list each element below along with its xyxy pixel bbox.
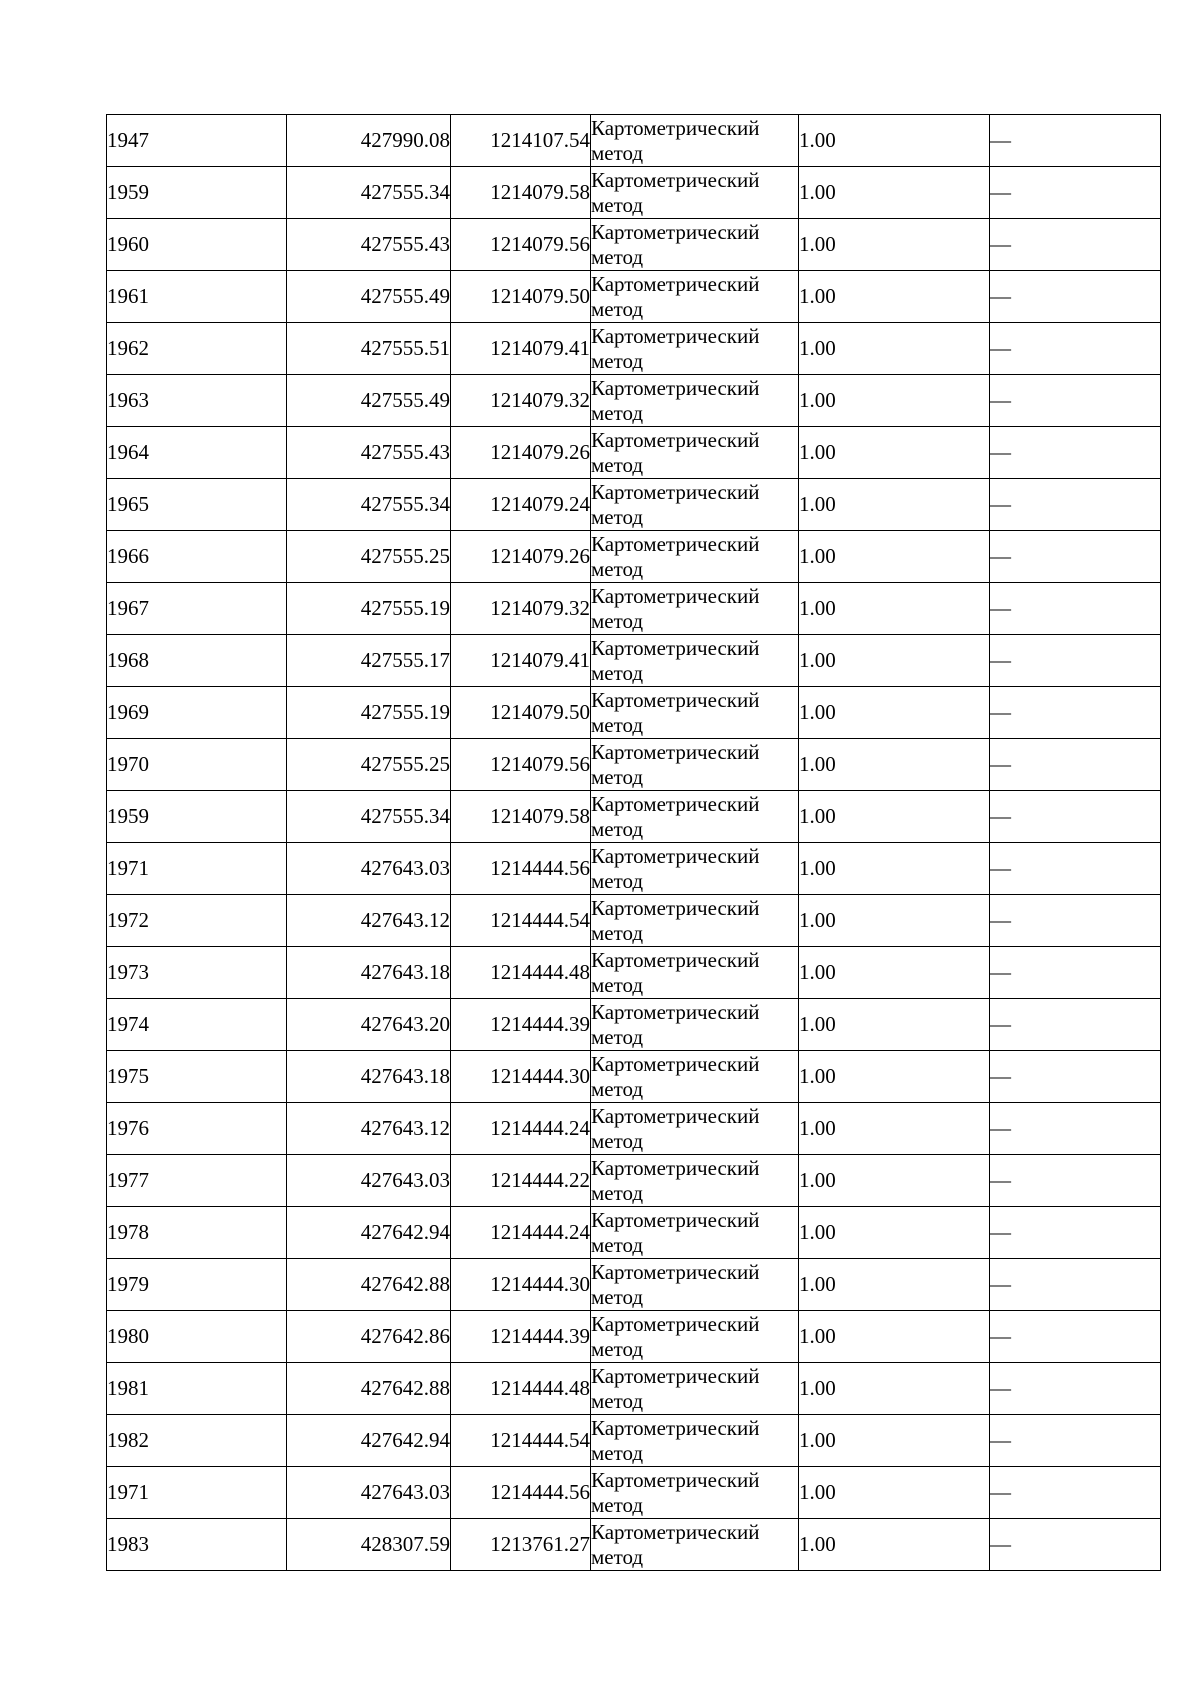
- method-line-1: Картометрический: [591, 1103, 760, 1128]
- table-row: [107, 1259, 1161, 1311]
- method-line-1: Картометрический: [591, 479, 760, 504]
- point-number-cell: 1977: [107, 1155, 287, 1207]
- coordinate-x-cell: 427643.12: [287, 1103, 451, 1155]
- method-line-2: метод: [591, 348, 644, 373]
- accuracy-cell: 1.00: [799, 791, 990, 843]
- accuracy-cell: 1.00: [799, 323, 990, 375]
- description-cell: —: [990, 583, 1161, 635]
- point-number-cell: 1972: [107, 895, 287, 947]
- accuracy-cell: 1.00: [799, 1207, 990, 1259]
- method-line-2: метод: [591, 1388, 644, 1413]
- method-cell: [591, 531, 799, 583]
- point-number-cell: 1974: [107, 999, 287, 1051]
- coordinate-y-cell: 1214444.22: [451, 1155, 591, 1207]
- table-row: [107, 635, 1161, 687]
- coordinate-x-cell: 427555.51: [287, 323, 451, 375]
- point-number-cell: 1966: [107, 531, 287, 583]
- description-cell: —: [990, 1311, 1161, 1363]
- method-cell: [591, 375, 799, 427]
- coordinate-x-cell: 427643.03: [287, 1467, 451, 1519]
- method-cell: [591, 1311, 799, 1363]
- method-line-1: Картометрический: [591, 1415, 760, 1440]
- method-line-2: метод: [591, 452, 644, 477]
- accuracy-cell: 1.00: [799, 1467, 990, 1519]
- method-cell: [591, 323, 799, 375]
- method-cell: [591, 1519, 799, 1571]
- point-number-cell: 1963: [107, 375, 287, 427]
- point-number-cell: 1975: [107, 1051, 287, 1103]
- point-number-cell: 1959: [107, 167, 287, 219]
- point-number-cell: 1971: [107, 843, 287, 895]
- coordinate-y-cell: 1214079.26: [451, 427, 591, 479]
- method-line-1: Картометрический: [591, 635, 760, 660]
- coordinate-y-cell: 1214444.48: [451, 947, 591, 999]
- method-line-2: метод: [591, 1180, 644, 1205]
- accuracy-cell: 1.00: [799, 1103, 990, 1155]
- coordinate-y-cell: 1214079.58: [451, 167, 591, 219]
- description-cell: —: [990, 895, 1161, 947]
- method-line-1: Картометрический: [591, 271, 760, 296]
- accuracy-cell: 1.00: [799, 947, 990, 999]
- method-line-2: метод: [591, 1024, 644, 1049]
- point-number-cell: 1976: [107, 1103, 287, 1155]
- method-cell: [591, 947, 799, 999]
- table-row: [107, 1155, 1161, 1207]
- method-line-2: метод: [591, 972, 644, 997]
- table-row: [107, 739, 1161, 791]
- method-line-2: метод: [591, 712, 644, 737]
- method-line-2: метод: [591, 1336, 644, 1361]
- coordinate-x-cell: 427555.43: [287, 427, 451, 479]
- coordinate-y-cell: 1214079.50: [451, 687, 591, 739]
- accuracy-cell: 1.00: [799, 167, 990, 219]
- method-cell: [591, 1155, 799, 1207]
- coordinates-table-body: [107, 115, 1161, 1571]
- accuracy-cell: 1.00: [799, 583, 990, 635]
- method-line-1: Картометрический: [591, 1363, 760, 1388]
- coordinate-y-cell: 1214079.26: [451, 531, 591, 583]
- coordinate-x-cell: 427990.08: [287, 115, 451, 167]
- point-number-cell: 1983: [107, 1519, 287, 1571]
- coordinate-y-cell: 1214444.54: [451, 1415, 591, 1467]
- coordinate-y-cell: 1214444.24: [451, 1103, 591, 1155]
- method-line-2: метод: [591, 140, 644, 165]
- table-row: [107, 895, 1161, 947]
- coordinate-x-cell: 427555.19: [287, 687, 451, 739]
- description-cell: —: [990, 531, 1161, 583]
- point-number-cell: 1981: [107, 1363, 287, 1415]
- method-line-2: метод: [591, 764, 644, 789]
- description-cell: —: [990, 999, 1161, 1051]
- method-line-1: Картометрический: [591, 1467, 760, 1492]
- accuracy-cell: 1.00: [799, 375, 990, 427]
- accuracy-cell: 1.00: [799, 1051, 990, 1103]
- accuracy-cell: 1.00: [799, 687, 990, 739]
- coordinate-y-cell: 1214444.56: [451, 843, 591, 895]
- point-number-cell: 1980: [107, 1311, 287, 1363]
- method-cell: [591, 1363, 799, 1415]
- method-line-1: Картометрический: [591, 1259, 760, 1284]
- method-cell: [591, 843, 799, 895]
- method-line-2: метод: [591, 1232, 644, 1257]
- method-cell: [591, 635, 799, 687]
- coordinate-x-cell: 427555.34: [287, 167, 451, 219]
- point-number-cell: 1973: [107, 947, 287, 999]
- accuracy-cell: 1.00: [799, 999, 990, 1051]
- coordinate-y-cell: 1214079.32: [451, 583, 591, 635]
- coordinate-x-cell: 427555.43: [287, 219, 451, 271]
- coordinate-x-cell: 427555.17: [287, 635, 451, 687]
- method-line-1: Картометрический: [591, 1519, 760, 1544]
- method-line-1: Картометрический: [591, 583, 760, 608]
- method-line-1: Картометрический: [591, 427, 760, 452]
- method-line-1: Картометрический: [591, 739, 760, 764]
- coordinate-x-cell: 427555.19: [287, 583, 451, 635]
- method-line-2: метод: [591, 1440, 644, 1465]
- method-cell: [591, 479, 799, 531]
- method-line-2: метод: [591, 400, 644, 425]
- table-row: [107, 479, 1161, 531]
- coordinate-y-cell: 1214079.41: [451, 635, 591, 687]
- description-cell: —: [990, 479, 1161, 531]
- description-cell: —: [990, 687, 1161, 739]
- table-row: [107, 999, 1161, 1051]
- description-cell: —: [990, 115, 1161, 167]
- point-number-cell: 1962: [107, 323, 287, 375]
- description-cell: —: [990, 167, 1161, 219]
- method-cell: [591, 219, 799, 271]
- accuracy-cell: 1.00: [799, 635, 990, 687]
- accuracy-cell: 1.00: [799, 115, 990, 167]
- description-cell: —: [990, 375, 1161, 427]
- coordinate-x-cell: 427555.49: [287, 271, 451, 323]
- method-line-1: Картометрический: [591, 947, 760, 972]
- coordinate-y-cell: 1214444.48: [451, 1363, 591, 1415]
- method-line-1: Картометрический: [591, 375, 760, 400]
- coordinate-y-cell: 1214444.56: [451, 1467, 591, 1519]
- table-row: [107, 1051, 1161, 1103]
- description-cell: —: [990, 1467, 1161, 1519]
- coordinate-y-cell: 1214444.30: [451, 1259, 591, 1311]
- accuracy-cell: 1.00: [799, 427, 990, 479]
- accuracy-cell: 1.00: [799, 1311, 990, 1363]
- method-line-2: метод: [591, 1284, 644, 1309]
- method-line-2: метод: [591, 608, 644, 633]
- coordinate-x-cell: 427643.18: [287, 1051, 451, 1103]
- description-cell: —: [990, 947, 1161, 999]
- table-row: [107, 1519, 1161, 1571]
- table-row: [107, 323, 1161, 375]
- method-line-2: метод: [591, 1128, 644, 1153]
- method-line-1: Картометрический: [591, 115, 760, 140]
- point-number-cell: 1979: [107, 1259, 287, 1311]
- point-number-cell: 1967: [107, 583, 287, 635]
- coordinate-y-cell: 1214079.56: [451, 739, 591, 791]
- method-line-2: метод: [591, 556, 644, 581]
- description-cell: —: [990, 1259, 1161, 1311]
- method-line-2: метод: [591, 296, 644, 321]
- method-cell: [591, 1415, 799, 1467]
- coordinate-x-cell: 427555.49: [287, 375, 451, 427]
- description-cell: —: [990, 1207, 1161, 1259]
- coordinate-x-cell: 427642.88: [287, 1363, 451, 1415]
- description-cell: —: [990, 323, 1161, 375]
- table-row: [107, 375, 1161, 427]
- table-row: [107, 167, 1161, 219]
- point-number-cell: 1971: [107, 1467, 287, 1519]
- method-cell: [591, 999, 799, 1051]
- coordinate-x-cell: 427555.34: [287, 791, 451, 843]
- table-row: [107, 1363, 1161, 1415]
- method-cell: [591, 1051, 799, 1103]
- method-cell: [591, 895, 799, 947]
- coordinate-x-cell: 427643.03: [287, 1155, 451, 1207]
- coordinate-y-cell: 1214444.54: [451, 895, 591, 947]
- description-cell: —: [990, 791, 1161, 843]
- table-row: [107, 1415, 1161, 1467]
- description-cell: —: [990, 219, 1161, 271]
- method-line-2: метод: [591, 868, 644, 893]
- coordinate-x-cell: 427642.86: [287, 1311, 451, 1363]
- point-number-cell: 1965: [107, 479, 287, 531]
- method-line-1: Картометрический: [591, 843, 760, 868]
- coordinate-y-cell: 1214079.56: [451, 219, 591, 271]
- description-cell: —: [990, 1519, 1161, 1571]
- description-cell: —: [990, 635, 1161, 687]
- accuracy-cell: 1.00: [799, 479, 990, 531]
- method-cell: [591, 687, 799, 739]
- coordinate-y-cell: 1214444.24: [451, 1207, 591, 1259]
- method-cell: [591, 115, 799, 167]
- coordinate-y-cell: 1214107.54: [451, 115, 591, 167]
- accuracy-cell: 1.00: [799, 739, 990, 791]
- accuracy-cell: 1.00: [799, 219, 990, 271]
- coordinates-table: [106, 114, 1161, 1571]
- method-cell: [591, 739, 799, 791]
- coordinate-y-cell: 1214444.39: [451, 999, 591, 1051]
- coordinate-x-cell: 428307.59: [287, 1519, 451, 1571]
- accuracy-cell: 1.00: [799, 1259, 990, 1311]
- method-line-2: метод: [591, 244, 644, 269]
- accuracy-cell: 1.00: [799, 531, 990, 583]
- point-number-cell: 1947: [107, 115, 287, 167]
- point-number-cell: 1959: [107, 791, 287, 843]
- point-number-cell: 1968: [107, 635, 287, 687]
- description-cell: —: [990, 1363, 1161, 1415]
- accuracy-cell: 1.00: [799, 1155, 990, 1207]
- table-row: [107, 1311, 1161, 1363]
- table-row: [107, 947, 1161, 999]
- method-cell: [591, 1467, 799, 1519]
- accuracy-cell: 1.00: [799, 1363, 990, 1415]
- point-number-cell: 1970: [107, 739, 287, 791]
- coordinate-x-cell: 427555.25: [287, 739, 451, 791]
- point-number-cell: 1969: [107, 687, 287, 739]
- table-row: [107, 843, 1161, 895]
- accuracy-cell: 1.00: [799, 1519, 990, 1571]
- coordinate-x-cell: 427643.12: [287, 895, 451, 947]
- coordinate-y-cell: 1214444.30: [451, 1051, 591, 1103]
- accuracy-cell: 1.00: [799, 1415, 990, 1467]
- point-number-cell: 1960: [107, 219, 287, 271]
- method-cell: [591, 427, 799, 479]
- coordinate-y-cell: 1214079.24: [451, 479, 591, 531]
- coordinate-x-cell: 427643.20: [287, 999, 451, 1051]
- method-line-1: Картометрический: [591, 1207, 760, 1232]
- table-row: [107, 583, 1161, 635]
- method-cell: [591, 271, 799, 323]
- method-line-1: Картометрический: [591, 791, 760, 816]
- coordinate-x-cell: 427642.94: [287, 1207, 451, 1259]
- method-line-2: метод: [591, 660, 644, 685]
- method-cell: [591, 1207, 799, 1259]
- method-line-1: Картометрический: [591, 1311, 760, 1336]
- coordinate-y-cell: 1213761.27: [451, 1519, 591, 1571]
- coordinate-x-cell: 427642.94: [287, 1415, 451, 1467]
- coordinate-y-cell: 1214079.32: [451, 375, 591, 427]
- table-row: [107, 1467, 1161, 1519]
- description-cell: —: [990, 1155, 1161, 1207]
- coordinate-x-cell: 427555.34: [287, 479, 451, 531]
- method-line-1: Картометрический: [591, 531, 760, 556]
- description-cell: —: [990, 271, 1161, 323]
- method-cell: [591, 167, 799, 219]
- table-row: [107, 115, 1161, 167]
- coordinate-x-cell: 427643.18: [287, 947, 451, 999]
- method-cell: [591, 583, 799, 635]
- method-line-1: Картометрический: [591, 687, 760, 712]
- method-cell: [591, 1259, 799, 1311]
- method-line-2: метод: [591, 1076, 644, 1101]
- method-line-2: метод: [591, 192, 644, 217]
- coordinate-y-cell: 1214079.41: [451, 323, 591, 375]
- method-line-1: Картометрический: [591, 1155, 760, 1180]
- coordinate-y-cell: 1214079.58: [451, 791, 591, 843]
- table-row: [107, 687, 1161, 739]
- accuracy-cell: 1.00: [799, 843, 990, 895]
- table-row: [107, 791, 1161, 843]
- method-line-1: Картометрический: [591, 1051, 760, 1076]
- description-cell: —: [990, 1415, 1161, 1467]
- table-row: [107, 427, 1161, 479]
- description-cell: —: [990, 739, 1161, 791]
- method-line-1: Картометрический: [591, 999, 760, 1024]
- accuracy-cell: 1.00: [799, 895, 990, 947]
- method-line-2: метод: [591, 920, 644, 945]
- point-number-cell: 1978: [107, 1207, 287, 1259]
- description-cell: —: [990, 1051, 1161, 1103]
- coordinate-x-cell: 427642.88: [287, 1259, 451, 1311]
- coordinate-y-cell: 1214079.50: [451, 271, 591, 323]
- table-row: [107, 1103, 1161, 1155]
- accuracy-cell: 1.00: [799, 271, 990, 323]
- method-line-2: метод: [591, 1492, 644, 1517]
- table-row: [107, 531, 1161, 583]
- point-number-cell: 1961: [107, 271, 287, 323]
- table-row: [107, 219, 1161, 271]
- method-cell: [591, 1103, 799, 1155]
- method-line-1: Картометрический: [591, 323, 760, 348]
- description-cell: —: [990, 843, 1161, 895]
- table-row: [107, 1207, 1161, 1259]
- table-row: [107, 271, 1161, 323]
- description-cell: —: [990, 427, 1161, 479]
- description-cell: —: [990, 1103, 1161, 1155]
- method-line-2: метод: [591, 816, 644, 841]
- method-line-1: Картометрический: [591, 219, 760, 244]
- method-cell: [591, 791, 799, 843]
- method-line-2: метод: [591, 504, 644, 529]
- method-line-1: Картометрический: [591, 167, 760, 192]
- point-number-cell: 1982: [107, 1415, 287, 1467]
- coordinate-y-cell: 1214444.39: [451, 1311, 591, 1363]
- method-line-2: метод: [591, 1544, 644, 1569]
- coordinate-x-cell: 427555.25: [287, 531, 451, 583]
- method-line-1: Картометрический: [591, 895, 760, 920]
- coordinate-x-cell: 427643.03: [287, 843, 451, 895]
- point-number-cell: 1964: [107, 427, 287, 479]
